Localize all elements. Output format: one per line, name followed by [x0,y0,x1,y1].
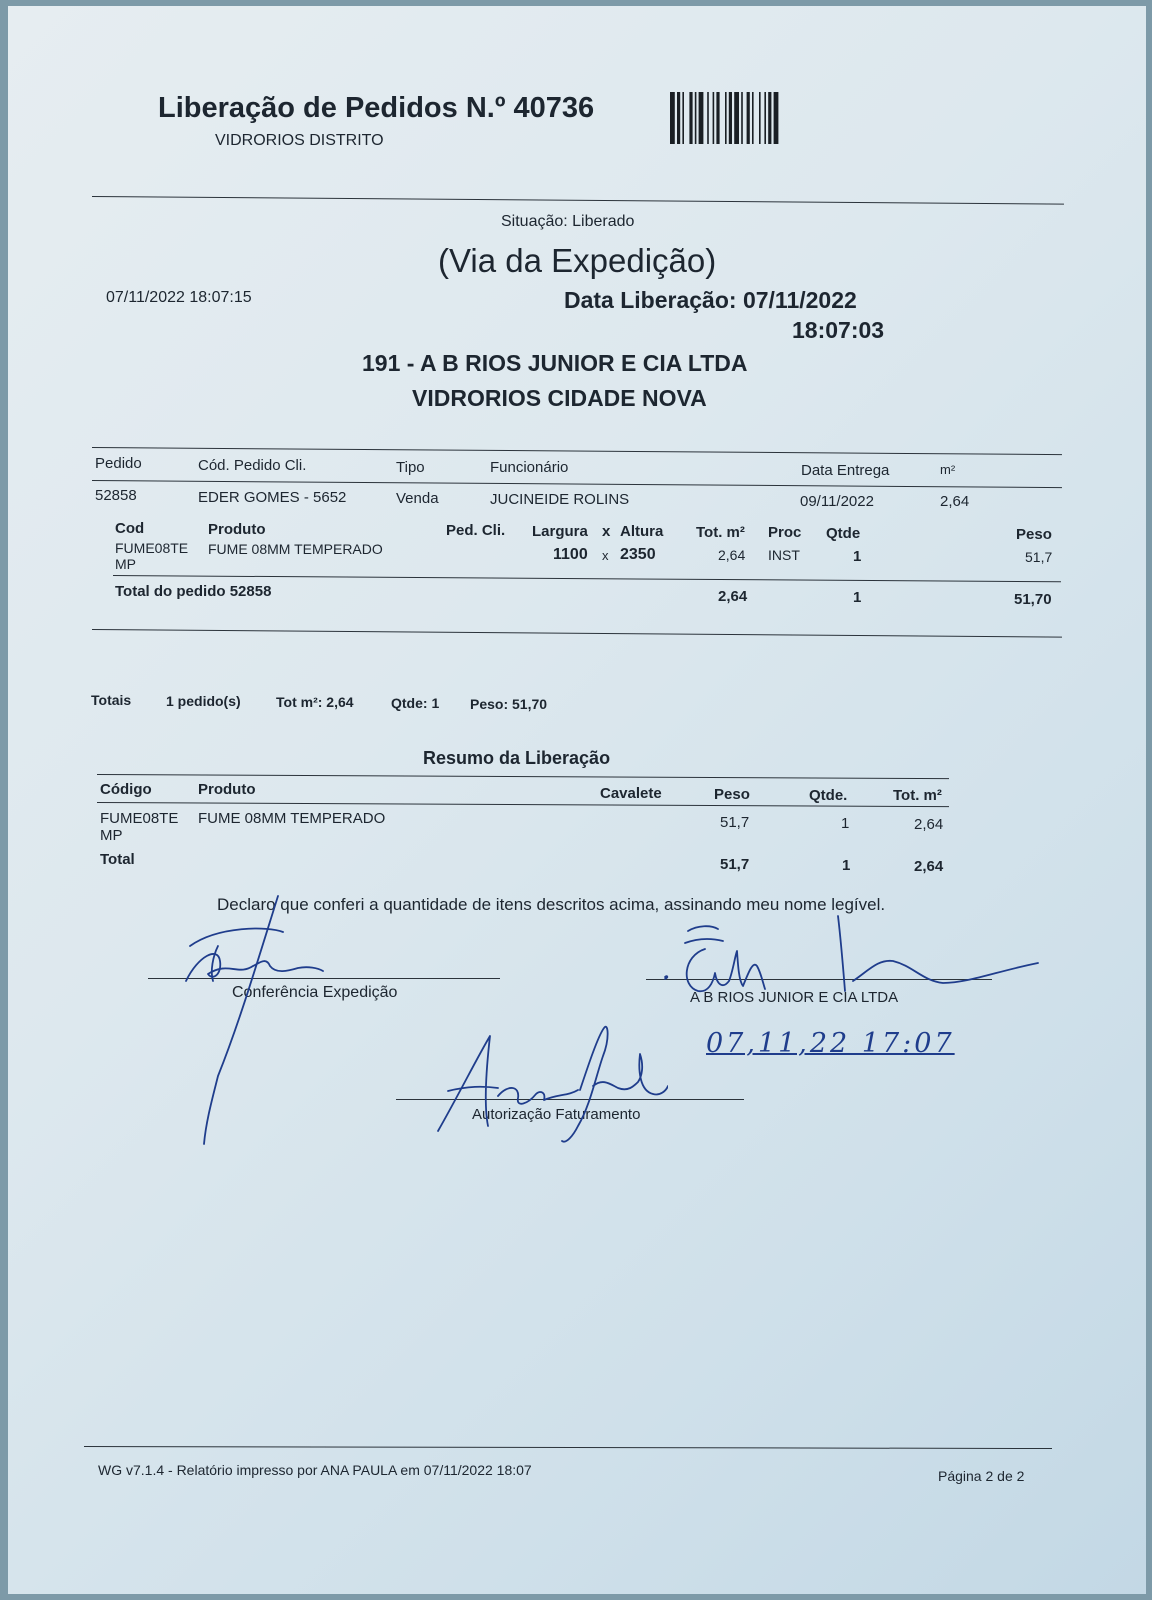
barcode-bar [759,92,761,144]
barcode-bar [670,92,675,144]
resumo-col-produto: Produto [198,781,256,798]
barcode-bar [774,92,779,144]
barcode-bar [729,92,732,144]
order-total-line [113,575,1061,582]
col-pedido: Pedido [95,455,142,472]
barcode-bar [689,92,692,144]
col-qtde: Qtde [826,525,861,542]
cod-pedido-cli-value: EDER GOMES - 5652 [198,489,347,506]
data-liberacao: Data Liberação: 07/11/2022 [564,287,857,313]
resumo-col-cavalete: Cavalete [600,785,662,802]
resumo-item-qtde: 1 [841,815,850,832]
resumo-total-qtde: 1 [842,857,851,874]
footer-printed-by: WG v7.1.4 - Relatório impresso por ANA PAULA em 07/11/2022 18:07 [98,1462,532,1478]
col-proc: Proc [768,524,802,541]
col-tot-m2: Tot. m² [696,524,745,541]
autorizacao-signature [428,1016,668,1156]
totais-peso: Peso: 51,70 [470,696,548,712]
col-altura: Altura [620,523,664,540]
col-cod: Cod [115,520,145,537]
item-qtde: 1 [853,548,862,565]
resumo-item-produto: FUME 08MM TEMPERADO [198,810,386,827]
item-produto: FUME 08MM TEMPERADO [208,541,383,557]
barcode-bar [764,92,766,144]
funcionario-value: JUCINEIDE ROLINS [490,491,630,508]
totais-pedidos: 1 pedido(s) [166,693,241,709]
autorizacao-label: Autorização Faturamento [472,1106,641,1123]
document-page [8,6,1146,1594]
resumo-total-peso: 51,7 [720,856,750,873]
conferencia-signature [158,886,358,1156]
m2-value: 2,64 [940,493,970,510]
col-data-entrega: Data Entrega [801,462,890,479]
item-largura: 1100 [553,546,588,563]
item-proc: INST [768,547,800,563]
resumo-item-cod-cont: MP [100,827,123,844]
cliente-signature [653,911,1043,1001]
col-ped-cli: Ped. Cli. [446,522,506,539]
order-total-m2: 2,64 [718,588,748,605]
company-name: VIDRORIOS DISTRITO [215,132,384,149]
handwritten-date: 07,11,22 17:07 [706,1028,955,1059]
barcode-bar [716,92,719,144]
barcode-bar [747,92,750,144]
resumo-total-tot-m2: 2,64 [914,858,944,875]
resumo-item-tot-m2: 2,64 [914,816,944,833]
resumo-item-peso: 51,7 [720,814,750,831]
order-total-qtde: 1 [853,589,862,606]
conferencia-label: Conferência Expedição [232,984,398,1001]
cliente-label: A B RIOS JUNIOR E CIA LTDA [690,989,899,1006]
barcode-bar [725,92,727,144]
item-cod: FUME08TE [115,540,189,556]
barcode-bar [741,92,743,144]
col-m2: m² [940,462,956,477]
order-table-header-line [92,480,1062,488]
col-cod-pedido-cli: Cód. Pedido Cli. [198,457,307,474]
barcode-bar [752,92,754,144]
col-produto: Produto [208,521,266,538]
barcode-bar [768,92,771,144]
col-x: x [602,523,611,540]
data-entrega-value: 09/11/2022 [800,493,874,510]
print-datetime: 07/11/2022 18:07:15 [106,289,252,306]
resumo-item-cod: FUME08TE [100,810,179,827]
footer-page-number: Página 2 de 2 [938,1468,1025,1484]
totais-label: Totais [91,692,132,708]
totais-qtde: Qtde: 1 [391,695,440,711]
item-altura: 2350 [620,546,656,563]
resumo-top-line [97,774,949,779]
barcode-bar [713,92,715,144]
col-funcionario: Funcionário [490,459,569,476]
barcode-bar [699,92,704,144]
order-table-top-line [92,447,1062,455]
client-name: 191 - A B RIOS JUNIOR E CIA LTDA [362,350,748,376]
header-divider [92,196,1064,205]
item-peso: 51,7 [1025,549,1053,565]
via-label: (Via da Expedição) [438,242,717,279]
resumo-total-label: Total [100,851,135,868]
resumo-col-tot-m2: Tot. m² [893,787,942,804]
resumo-col-peso: Peso [714,786,750,803]
hora-liberacao: 18:07:03 [792,317,885,343]
order-table-bottom-line [92,629,1062,638]
footer-divider [84,1446,1052,1449]
totais-m2: Tot m²: 2,64 [276,694,354,710]
col-tipo: Tipo [396,459,425,476]
barcode-bar [734,92,739,144]
resumo-title: Resumo da Liberação [423,748,611,768]
resumo-col-codigo: Código [100,781,152,798]
col-peso: Peso [1016,526,1052,543]
col-largura: Largura [532,523,588,540]
item-cod-cont: MP [115,556,136,572]
pedido-value: 52858 [95,487,137,504]
barcode-bar [682,92,684,144]
item-x: x [602,548,609,563]
resumo-col-qtde: Qtde. [809,787,848,804]
client-store: VIDRORIOS CIDADE NOVA [412,385,707,411]
order-total-label: Total do pedido 52858 [115,583,272,600]
situacao-label: Situação: Liberado [501,213,635,230]
declaration-text: Declaro que conferi a quantidade de itens descritos acima, assinando meu nome legível. [217,895,886,914]
order-total-peso: 51,70 [1014,591,1052,608]
item-tot-m2: 2,64 [718,547,746,563]
document-title: Liberação de Pedidos N.º 40736 [158,92,595,124]
barcode-bar [677,92,680,144]
tipo-value: Venda [396,490,439,507]
barcode-bar [695,92,697,144]
barcode [670,92,840,144]
barcode-bar [707,92,709,144]
